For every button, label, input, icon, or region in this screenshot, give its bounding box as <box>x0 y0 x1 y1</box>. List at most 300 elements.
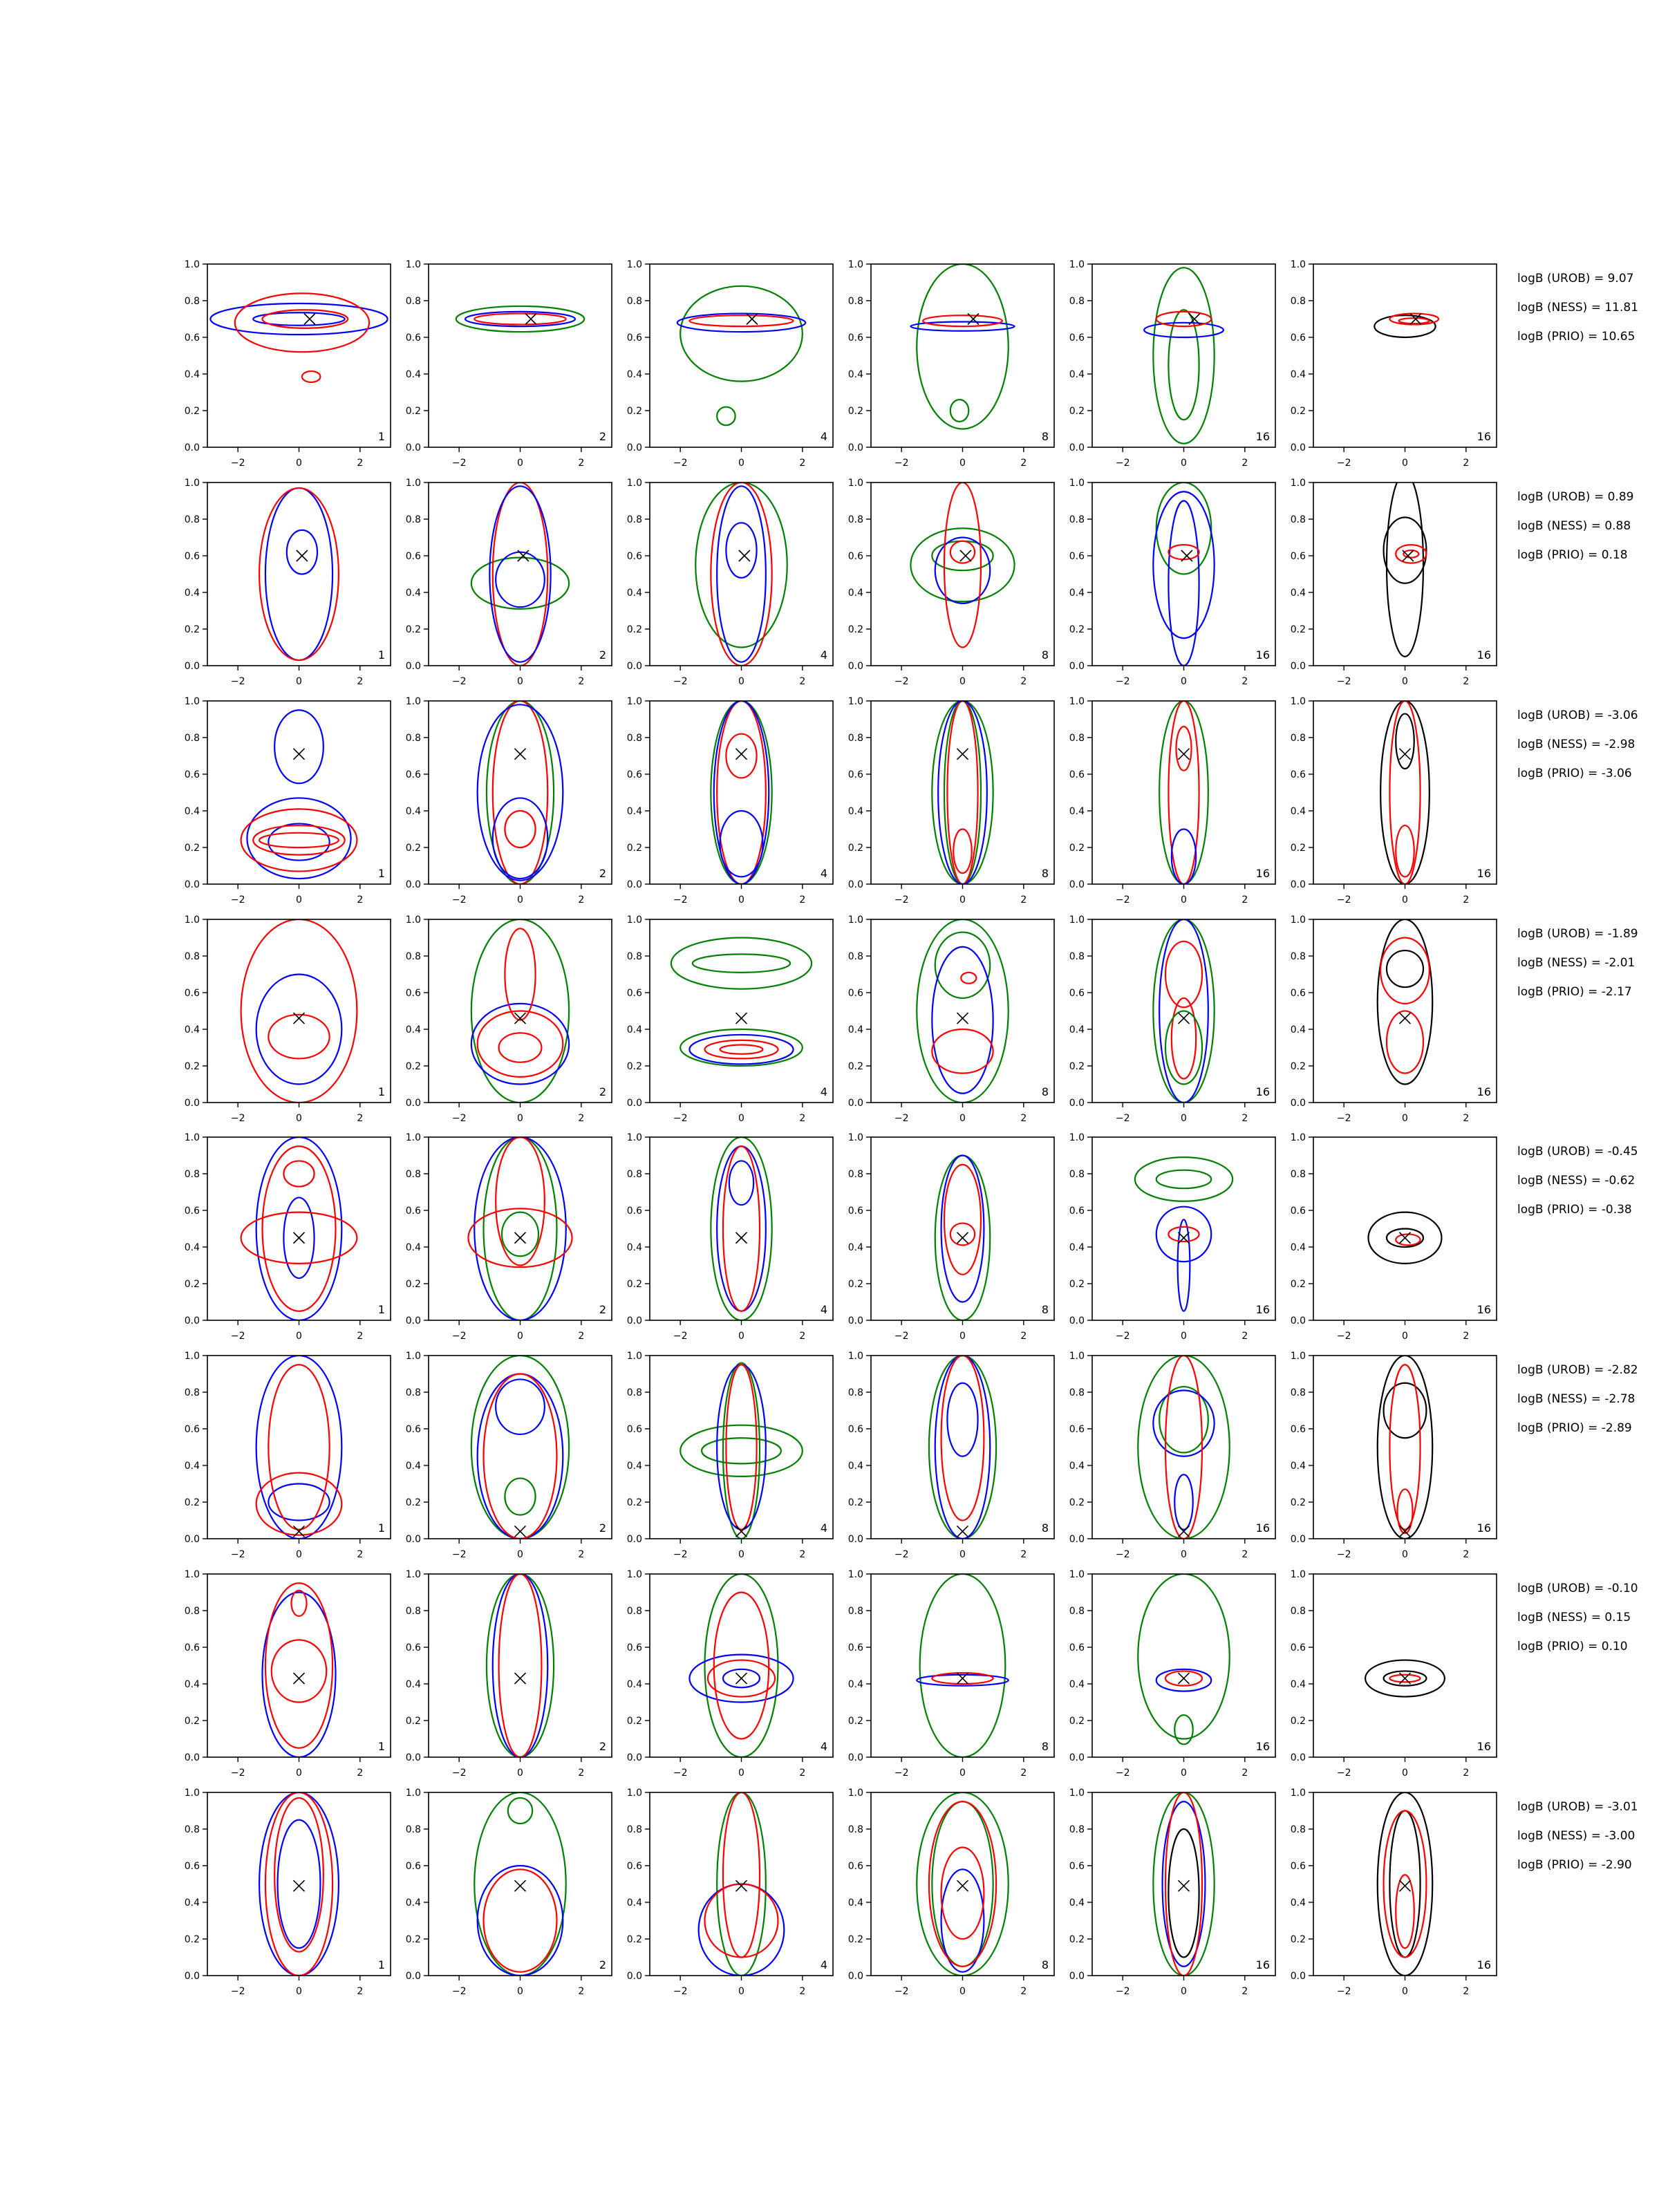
contour-line-green <box>508 1798 532 1824</box>
y-tick-label: 1.0 <box>184 259 200 270</box>
contour-line-green <box>702 1438 781 1463</box>
true-value-marker <box>304 314 315 325</box>
y-tick-label: 1.0 <box>1069 915 1085 926</box>
x-tick-label: 0 <box>738 676 744 687</box>
y-tick-label: 1.0 <box>1290 1351 1306 1362</box>
x-tick-label: 0 <box>1402 894 1408 906</box>
contour-group <box>1138 1356 1230 1539</box>
contour-line-black <box>1168 1829 1199 1958</box>
y-tick-label: 1.0 <box>626 1351 642 1362</box>
y-tick-label: 0.4 <box>1069 588 1085 599</box>
contour-line-red <box>689 315 793 326</box>
x-tick-label: 0 <box>1181 1113 1187 1124</box>
y-tick-label: 0.2 <box>847 1716 863 1727</box>
x-tick-label: 2 <box>799 1331 806 1342</box>
y-tick-label: 0.8 <box>847 951 863 962</box>
x-tick-label: 2 <box>799 458 806 469</box>
y-tick-label: 0.2 <box>184 406 200 417</box>
x-tick-label: 2 <box>357 676 364 687</box>
panel-label: 4 <box>820 1085 827 1098</box>
y-tick-label: 0.4 <box>184 1024 200 1035</box>
x-tick-label: −2 <box>230 1986 245 1997</box>
contour-group <box>917 1792 1009 1976</box>
y-tick-label: 0.6 <box>1290 1642 1306 1653</box>
panel-label: 1 <box>377 648 385 662</box>
y-tick-label: 0.0 <box>1290 1534 1306 1545</box>
logb-annotation: logB (NESS) = -2.78 <box>1517 1392 1635 1406</box>
x-tick-label: 2 <box>357 458 364 469</box>
contour-line-green <box>1159 701 1208 884</box>
y-tick-label: 0.0 <box>1069 661 1085 672</box>
true-value-marker <box>736 1232 747 1244</box>
y-tick-label: 0.2 <box>626 1279 642 1290</box>
y-tick-label: 0.0 <box>626 1315 642 1327</box>
x-tick-label: 2 <box>357 1768 364 1779</box>
y-tick-label: 0.0 <box>1290 1315 1306 1327</box>
contour-line-red <box>929 1801 996 1967</box>
y-tick-label: 0.0 <box>1069 1534 1085 1545</box>
y-tick-label: 0.0 <box>184 1534 200 1545</box>
y-tick-label: 0.6 <box>1290 988 1306 999</box>
axes-frame <box>207 1137 391 1320</box>
true-value-marker <box>515 1526 526 1537</box>
contour-group <box>677 286 806 425</box>
y-tick-label: 0.0 <box>184 442 200 453</box>
y-tick-label: 0.0 <box>626 1752 642 1763</box>
y-tick-label: 0.8 <box>626 514 642 525</box>
y-tick-label: 0.6 <box>847 988 863 999</box>
y-tick-label: 0.4 <box>626 1242 642 1253</box>
y-tick-label: 0.8 <box>405 1387 421 1398</box>
x-tick-label: 2 <box>578 676 585 687</box>
contour-line-blue <box>496 552 545 608</box>
y-tick-label: 0.4 <box>1290 369 1306 380</box>
contour-group <box>471 1356 569 1539</box>
panel-label: 1 <box>377 1521 385 1535</box>
x-tick-label: 0 <box>296 458 302 469</box>
y-tick-label: 0.2 <box>1290 1934 1306 1945</box>
logb-annotation: logB (PRIO) = -2.17 <box>1517 985 1632 999</box>
x-tick-label: −2 <box>894 1986 909 1997</box>
y-tick-label: 0.0 <box>1290 661 1306 672</box>
y-tick-label: 0.6 <box>1069 1861 1085 1872</box>
x-tick-label: 0 <box>1402 1986 1408 1997</box>
x-tick-label: −2 <box>451 1768 467 1779</box>
y-tick-label: 0.6 <box>847 332 863 344</box>
contour-line-red <box>263 1146 336 1311</box>
contour-line-green <box>723 1363 760 1539</box>
y-tick-label: 0.4 <box>1069 369 1085 380</box>
panel-label: 2 <box>599 430 606 443</box>
x-tick-label: 2 <box>799 1986 806 1997</box>
subplot-r3-c1 <box>185 696 391 906</box>
contour-line-blue <box>1168 501 1199 666</box>
y-tick-label: 1.0 <box>847 1132 863 1143</box>
contour-line-blue <box>938 701 987 884</box>
y-tick-label: 0.6 <box>184 1424 200 1435</box>
y-tick-label: 0.2 <box>184 843 200 854</box>
x-tick-label: −2 <box>673 1331 688 1342</box>
contour-line-red <box>726 734 756 778</box>
true-value-marker <box>736 1673 747 1684</box>
y-tick-label: 0.0 <box>847 1315 863 1327</box>
axes-frame <box>207 701 391 884</box>
panel-label: 2 <box>599 1521 606 1535</box>
contour-line-blue <box>1172 830 1196 885</box>
y-tick-label: 0.6 <box>1069 551 1085 562</box>
y-tick-label: 0.4 <box>1290 588 1306 599</box>
y-tick-label: 0.8 <box>1290 514 1306 525</box>
contour-group <box>699 1792 785 1976</box>
contour-line-red <box>717 701 766 884</box>
panel-label: 4 <box>820 867 827 880</box>
y-tick-label: 1.0 <box>626 478 642 489</box>
y-tick-label: 0.8 <box>405 1606 421 1617</box>
y-tick-label: 0.6 <box>1290 1424 1306 1435</box>
logb-annotation: logB (PRIO) = 10.65 <box>1517 330 1635 344</box>
contour-line-blue <box>726 523 756 578</box>
y-tick-label: 0.6 <box>405 769 421 780</box>
true-value-marker <box>515 1673 526 1684</box>
y-tick-label: 0.2 <box>626 406 642 417</box>
contour-line-blue <box>1156 1207 1212 1262</box>
x-tick-label: −2 <box>1336 676 1351 687</box>
contour-group <box>1378 1792 1433 1976</box>
subplot-r6-c1 <box>185 1351 391 1560</box>
y-tick-label: 0.2 <box>184 1497 200 1508</box>
contour-line-red <box>705 1040 778 1059</box>
panel-label: 1 <box>377 1958 385 1971</box>
x-tick-label: 2 <box>1020 1986 1027 1997</box>
contour-line-blue <box>699 1884 785 1976</box>
axes-frame <box>871 482 1054 666</box>
y-tick-label: 0.8 <box>847 1824 863 1835</box>
y-tick-label: 0.2 <box>184 1934 200 1945</box>
x-tick-label: −2 <box>673 458 688 469</box>
axes-frame <box>650 482 833 666</box>
x-tick-label: −2 <box>673 676 688 687</box>
y-tick-label: 0.2 <box>1290 1279 1306 1290</box>
y-tick-label: 0.2 <box>1290 1061 1306 1072</box>
y-tick-label: 0.0 <box>405 661 421 672</box>
axes-frame <box>1092 1356 1275 1539</box>
subplot-r8-c4 <box>848 1788 1054 1997</box>
y-tick-label: 0.0 <box>1290 442 1306 453</box>
y-tick-label: 0.2 <box>626 1497 642 1508</box>
contour-line-blue <box>247 798 350 879</box>
y-tick-label: 0.8 <box>847 296 863 307</box>
y-tick-label: 0.8 <box>184 296 200 307</box>
x-tick-label: 0 <box>296 1331 302 1342</box>
y-tick-label: 0.6 <box>626 1206 642 1217</box>
x-tick-label: −2 <box>230 458 245 469</box>
x-tick-label: −2 <box>1336 1986 1351 1997</box>
logb-annotation: logB (UROB) = 9.07 <box>1517 272 1634 285</box>
y-tick-label: 0.4 <box>1069 1461 1085 1472</box>
axes-frame <box>429 482 612 666</box>
contour-line-red <box>302 371 321 382</box>
x-tick-label: −2 <box>230 1113 245 1124</box>
x-tick-label: 0 <box>1402 1331 1408 1342</box>
contour-line-green <box>484 1137 557 1320</box>
y-tick-label: 1.0 <box>1290 478 1306 489</box>
logb-annotation: logB (PRIO) = -2.89 <box>1517 1421 1632 1435</box>
true-value-marker <box>1179 1673 1190 1684</box>
y-tick-label: 0.6 <box>405 1206 421 1217</box>
y-tick-label: 0.4 <box>626 1024 642 1035</box>
y-tick-label: 1.0 <box>1069 478 1085 489</box>
y-tick-label: 0.8 <box>626 733 642 744</box>
contour-line-green <box>910 528 1014 601</box>
x-tick-label: 2 <box>1241 894 1248 906</box>
x-tick-label: 2 <box>799 894 806 906</box>
x-tick-label: 2 <box>799 1768 806 1779</box>
panel-label: 8 <box>1041 867 1049 880</box>
panel-label: 2 <box>599 1303 606 1316</box>
y-tick-label: 0.4 <box>1069 806 1085 817</box>
y-tick-label: 1.0 <box>1290 1788 1306 1799</box>
y-tick-label: 1.0 <box>1069 1788 1085 1799</box>
y-tick-label: 0.0 <box>1069 879 1085 890</box>
y-tick-label: 0.8 <box>405 951 421 962</box>
y-tick-label: 0.8 <box>405 1169 421 1180</box>
contour-line-red <box>950 1224 975 1246</box>
panel-label: 2 <box>599 1740 606 1753</box>
x-tick-label: −2 <box>230 894 245 906</box>
x-tick-label: 0 <box>959 1986 966 1997</box>
x-tick-label: 2 <box>1463 1331 1470 1342</box>
y-tick-label: 0.0 <box>184 1752 200 1763</box>
contour-line-blue <box>1144 323 1224 337</box>
y-tick-label: 0.0 <box>1290 1971 1306 1982</box>
y-tick-label: 0.6 <box>1069 988 1085 999</box>
panel-label: 16 <box>1255 1521 1270 1535</box>
x-tick-label: 0 <box>738 1113 744 1124</box>
contour-group <box>1138 1574 1230 1744</box>
contour-line-green <box>487 701 554 884</box>
contour-group <box>680 1363 803 1539</box>
logb-annotation: logB (UROB) = -2.82 <box>1517 1363 1638 1377</box>
subplot-r3-c2 <box>406 696 612 906</box>
contour-line-green <box>680 1425 803 1477</box>
contour-group <box>210 293 387 382</box>
x-tick-label: 0 <box>1181 894 1187 906</box>
panel-label: 8 <box>1041 1521 1049 1535</box>
contour-group <box>471 919 569 1103</box>
contour-line-black <box>1396 714 1414 769</box>
logb-annotation: logB (PRIO) = -0.38 <box>1517 1203 1632 1217</box>
contour-line-red <box>268 1015 329 1059</box>
contour-line-green <box>1156 482 1212 574</box>
y-tick-label: 1.0 <box>184 696 200 707</box>
y-tick-label: 1.0 <box>626 1132 642 1143</box>
true-value-marker <box>957 1232 968 1244</box>
panel-label: 16 <box>1255 1085 1270 1098</box>
true-value-marker <box>957 1013 968 1024</box>
logb-annotation: logB (UROB) = -3.06 <box>1517 709 1638 722</box>
y-tick-label: 0.2 <box>405 843 421 854</box>
axes-frame <box>429 1356 612 1539</box>
logb-annotation: logB (PRIO) = -2.90 <box>1517 1858 1632 1872</box>
x-tick-label: 0 <box>1181 1331 1187 1342</box>
y-tick-label: 0.6 <box>626 551 642 562</box>
subplot-r7-c5 <box>1069 1569 1275 1779</box>
contour-line-blue <box>287 530 317 574</box>
x-tick-label: 2 <box>1020 458 1027 469</box>
y-tick-label: 0.6 <box>1069 1206 1085 1217</box>
contour-line-black <box>1378 919 1433 1085</box>
contour-line-blue <box>256 1137 342 1320</box>
contour-line-blue <box>717 1146 766 1311</box>
y-tick-label: 0.2 <box>184 1716 200 1727</box>
panel-label: 1 <box>377 867 385 880</box>
y-tick-label: 0.4 <box>184 588 200 599</box>
x-tick-label: −2 <box>1115 1986 1130 1997</box>
contour-line-blue <box>941 1869 984 1971</box>
y-tick-label: 0.6 <box>405 332 421 344</box>
x-tick-label: 0 <box>517 676 523 687</box>
y-tick-label: 0.4 <box>405 1242 421 1253</box>
y-tick-label: 1.0 <box>1069 259 1085 270</box>
panel-label: 16 <box>1477 1521 1491 1535</box>
contour-line-black <box>1389 1811 1420 1958</box>
y-tick-label: 0.8 <box>184 514 200 525</box>
y-tick-label: 1.0 <box>1069 1132 1085 1143</box>
panel-label: 8 <box>1041 1958 1049 1971</box>
y-tick-label: 0.0 <box>847 442 863 453</box>
contour-group <box>456 306 585 332</box>
contour-line-blue <box>1156 1669 1212 1691</box>
contour-line-red <box>499 1033 542 1062</box>
y-tick-label: 1.0 <box>626 1788 642 1799</box>
y-tick-label: 0.4 <box>405 806 421 817</box>
true-value-marker <box>957 1880 968 1891</box>
contour-line-blue <box>489 486 550 662</box>
subplot-r6-c6 <box>1291 1351 1497 1560</box>
contour-group <box>259 1792 339 1976</box>
contour-line-green <box>711 1137 771 1320</box>
y-tick-label: 0.0 <box>184 1971 200 1982</box>
axes-frame <box>650 1574 833 1757</box>
contour-line-red <box>947 701 977 884</box>
x-tick-label: 0 <box>1402 1549 1408 1560</box>
panel-label: 1 <box>377 1303 385 1316</box>
panel-label: 8 <box>1041 430 1049 443</box>
axes-frame <box>207 1356 391 1539</box>
contour-line-blue <box>474 1137 566 1320</box>
axes-frame <box>429 1137 612 1320</box>
axes-frame <box>871 1574 1054 1757</box>
x-tick-label: 2 <box>1463 894 1470 906</box>
contour-line-blue <box>478 1866 563 1976</box>
y-tick-label: 0.4 <box>405 1897 421 1909</box>
axes-frame <box>1092 701 1275 884</box>
y-tick-label: 1.0 <box>1290 1132 1306 1143</box>
x-tick-label: 0 <box>738 1986 744 1997</box>
y-tick-label: 0.2 <box>1069 843 1085 854</box>
x-tick-label: 2 <box>357 1986 364 1997</box>
y-tick-label: 1.0 <box>847 915 863 926</box>
y-tick-label: 1.0 <box>847 259 863 270</box>
contour-line-blue <box>941 1156 984 1302</box>
x-tick-label: −2 <box>230 676 245 687</box>
y-tick-label: 0.0 <box>184 1315 200 1327</box>
subplot-r5-c4 <box>848 1132 1054 1342</box>
contour-group <box>1153 1792 1214 1976</box>
y-tick-label: 0.4 <box>184 1242 200 1253</box>
y-tick-label: 0.8 <box>1290 296 1306 307</box>
x-tick-label: 2 <box>1241 1331 1248 1342</box>
y-tick-label: 0.4 <box>184 806 200 817</box>
true-value-marker <box>525 314 536 325</box>
y-tick-label: 0.8 <box>1069 1169 1085 1180</box>
contour-group <box>1380 701 1430 884</box>
contour-line-red <box>484 1869 557 1971</box>
contour-line-blue <box>1153 1390 1214 1456</box>
y-tick-label: 0.0 <box>847 1098 863 1109</box>
true-value-marker <box>294 1880 305 1891</box>
y-tick-label: 0.8 <box>184 1606 200 1617</box>
contour-line-red <box>932 1029 993 1074</box>
y-tick-label: 0.0 <box>626 1098 642 1109</box>
logb-annotation: logB (PRIO) = -3.06 <box>1517 767 1632 780</box>
y-tick-label: 0.0 <box>847 1971 863 1982</box>
contour-line-red <box>1156 312 1212 326</box>
y-tick-label: 0.2 <box>1069 1497 1085 1508</box>
subplot-r7-c3 <box>627 1569 833 1779</box>
contour-line-blue <box>478 704 563 880</box>
y-tick-label: 0.2 <box>405 1061 421 1072</box>
subplot-r5-c6 <box>1291 1132 1497 1342</box>
contour-line-black <box>1380 701 1430 884</box>
subplot-r5-c5 <box>1069 1132 1275 1342</box>
y-tick-label: 0.8 <box>1290 951 1306 962</box>
contour-line-red <box>720 1045 763 1054</box>
x-tick-label: 0 <box>959 676 966 687</box>
y-tick-label: 0.6 <box>626 1424 642 1435</box>
logb-annotation: logB (PRIO) = 0.10 <box>1517 1640 1628 1653</box>
subplot-r7-c1 <box>185 1569 391 1779</box>
logb-annotation: logB (UROB) = -0.10 <box>1517 1582 1638 1595</box>
x-tick-label: 0 <box>738 894 744 906</box>
subplot-r8-c5 <box>1069 1788 1275 1997</box>
contour-line-red <box>953 830 972 874</box>
x-tick-label: −2 <box>1115 676 1130 687</box>
y-tick-label: 0.4 <box>405 1461 421 1472</box>
contour-line-black <box>1387 950 1423 987</box>
y-tick-label: 0.8 <box>626 1387 642 1398</box>
contour-line-red <box>1389 701 1420 884</box>
panel-label: 16 <box>1255 867 1270 880</box>
contour-line-green <box>1138 1356 1230 1539</box>
axes-frame <box>1313 482 1497 666</box>
panel-label: 16 <box>1255 648 1270 662</box>
subplot-r5-c3 <box>627 1132 833 1342</box>
y-tick-label: 0.6 <box>1290 769 1306 780</box>
x-tick-label: −2 <box>230 1768 245 1779</box>
y-tick-label: 0.0 <box>1290 1752 1306 1763</box>
x-tick-label: 2 <box>578 1549 585 1560</box>
contour-line-green <box>1165 1011 1202 1085</box>
y-tick-label: 0.8 <box>626 296 642 307</box>
panel-label: 4 <box>820 1521 827 1535</box>
y-tick-label: 0.4 <box>847 369 863 380</box>
x-tick-label: 0 <box>1181 1768 1187 1779</box>
x-tick-label: −2 <box>1336 458 1351 469</box>
y-tick-label: 0.2 <box>1069 624 1085 635</box>
contour-line-green <box>1156 1170 1212 1189</box>
y-tick-label: 0.6 <box>1290 551 1306 562</box>
